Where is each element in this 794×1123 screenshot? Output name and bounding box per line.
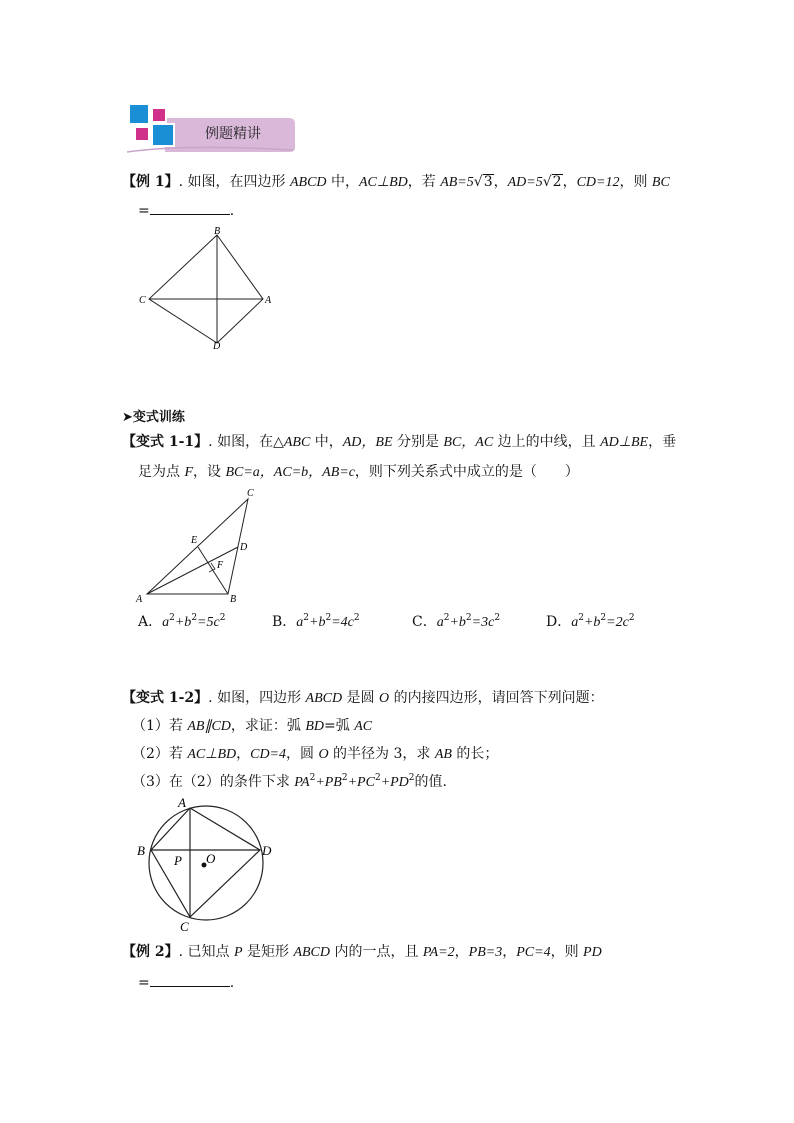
option-b[interactable]: B．$a^2+b^2=4c^2$ bbox=[272, 613, 360, 630]
figure-cyclic-quadrilateral bbox=[134, 795, 279, 935]
label-d: D bbox=[262, 843, 272, 858]
label-e: E bbox=[191, 535, 198, 546]
label-o: O bbox=[206, 851, 216, 866]
example-2-line-2: = . bbox=[138, 972, 234, 993]
variant-1-1-line-2: 足为点 F，设 BC=a，AC=b，AB=c，则下列关系式中成立的是（ ） bbox=[138, 464, 579, 480]
blue-square-br bbox=[152, 124, 174, 146]
variant-1-1-tag: 【变式 1-1】 bbox=[122, 434, 209, 450]
label-f: F bbox=[217, 560, 224, 571]
figure-quadrilateral-abcd bbox=[135, 225, 280, 350]
label-a: A bbox=[136, 594, 143, 605]
label-a: A bbox=[265, 295, 272, 306]
label-b: B bbox=[137, 843, 145, 858]
pink-square-bl bbox=[135, 127, 149, 141]
median-ad bbox=[147, 547, 238, 594]
header-title: 例题精讲 bbox=[205, 126, 261, 142]
label-c: C bbox=[139, 295, 146, 306]
option-d[interactable]: D．$a^2+b^2=2c^2$ bbox=[546, 613, 635, 630]
example-2-tag: 【例 2】 bbox=[122, 944, 179, 960]
section-header bbox=[125, 100, 300, 158]
figure-triangle-abc bbox=[132, 484, 262, 606]
label-d: D bbox=[213, 341, 221, 350]
variant-1-2-line-1: 【变式 1-2】. 如图，四边形 ABCD 是圆 O 的内接四边形，请回答下列问题： bbox=[122, 690, 604, 706]
option-a[interactable]: A．$a^2+b^2=5c^2$ bbox=[138, 613, 226, 630]
arrow-icon: ➤ bbox=[122, 410, 133, 425]
variant-1-2-q2: （2）若 AC⊥BD，CD=4，圆 O 的半径为 3，求 AB 的长； bbox=[132, 746, 499, 762]
variant-1-1-line-1: 【变式 1-1】. 如图，在△ABC 中，AD，BE 分别是 BC，AC 边上的中线，且 AD⊥BE，垂 bbox=[122, 434, 677, 450]
blue-square-tl bbox=[129, 104, 149, 124]
option-c[interactable]: C．$a^2+b^2=3c^2$ bbox=[412, 613, 501, 630]
pink-square-tr bbox=[152, 108, 166, 122]
variant-1-2-q1: （1）若 AB∥CD，求证：弧 BD=弧 AC bbox=[132, 718, 373, 734]
example-1-line-1: 【例 1】. 如图，在四边形 ABCD 中，AC⊥BD，若 AB=5√3，AD=5√2，CD=12，则 BC bbox=[122, 174, 670, 190]
example-1-line-2: = . bbox=[138, 200, 234, 221]
answer-blank-2[interactable] bbox=[150, 972, 230, 987]
label-c: C bbox=[180, 919, 189, 934]
label-a: A bbox=[178, 795, 186, 810]
quad-outline bbox=[149, 235, 263, 343]
variant-1-2-tag: 【变式 1-2】 bbox=[122, 690, 209, 706]
label-p: P bbox=[174, 853, 182, 868]
practice-heading: ➤变式训练 bbox=[122, 410, 185, 425]
right-angle-mark bbox=[209, 563, 215, 572]
label-d: D bbox=[240, 542, 248, 553]
label-b: B bbox=[230, 594, 237, 605]
variant-1-2-q3: （3）在（2）的条件下求 $PA^2+PB^2+PC^2+PD^2$的值. bbox=[132, 773, 447, 790]
example-2-line-1: 【例 2】. 已知点 P 是矩形 ABCD 内的一点，且 PA=2，PB=3，PC=4，则 PD bbox=[122, 944, 602, 960]
example-1-tag: 【例 1】 bbox=[122, 174, 179, 190]
triangle-outline bbox=[147, 499, 248, 594]
label-b: B bbox=[214, 226, 221, 237]
answer-blank-1[interactable] bbox=[150, 200, 230, 215]
label-c: C bbox=[247, 488, 254, 499]
